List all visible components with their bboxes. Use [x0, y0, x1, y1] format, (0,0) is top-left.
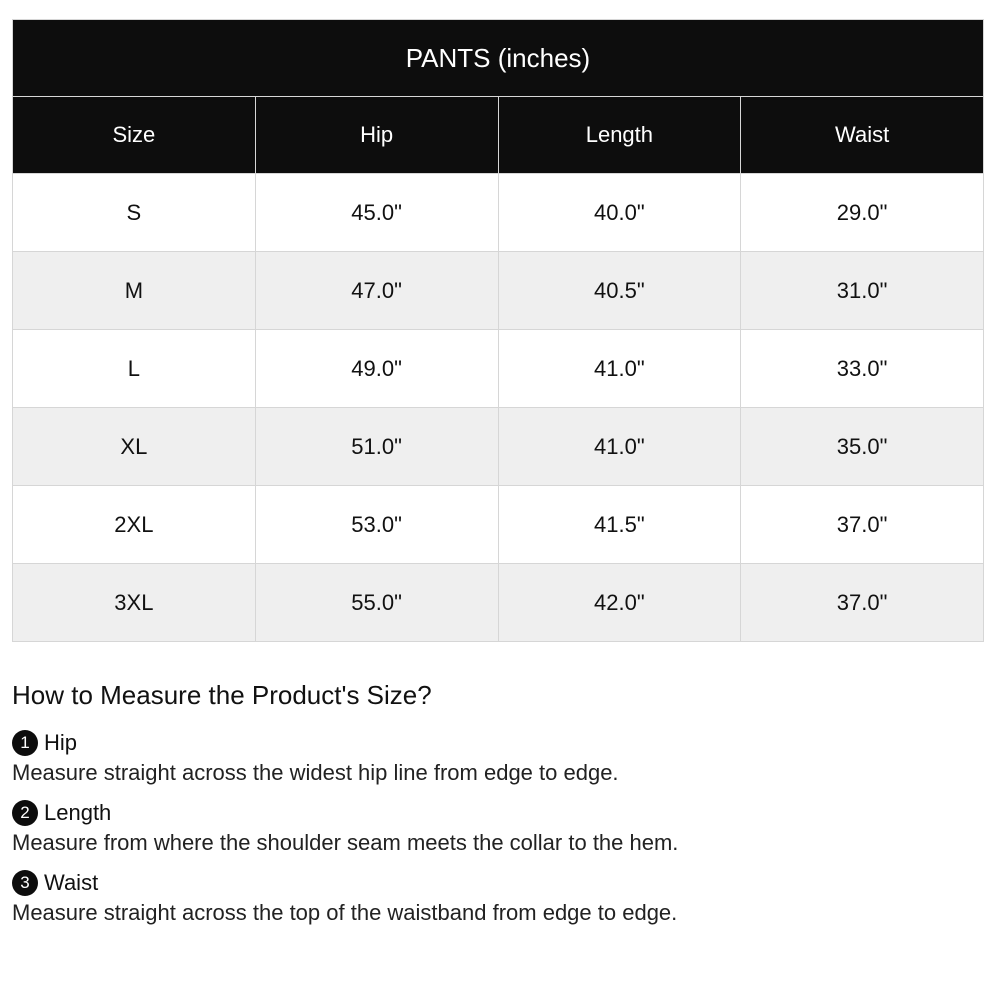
- length-cell: 41.5": [498, 486, 741, 564]
- guide-item-length: [12, 799, 972, 859]
- hip-cell: 55.0": [255, 564, 498, 642]
- column-header-hip: Hip: [255, 97, 498, 174]
- length-cell: 40.5": [498, 252, 741, 330]
- number-three-badge-icon: 3: [12, 870, 38, 896]
- hip-cell: 45.0": [255, 174, 498, 252]
- length-cell: 40.0": [498, 174, 741, 252]
- length-cell: 41.0": [498, 408, 741, 486]
- size-cell: 3XL: [13, 564, 256, 642]
- hip-cell: 47.0": [255, 252, 498, 330]
- number-one-badge-icon: 1: [12, 730, 38, 756]
- waist-cell: 31.0": [741, 252, 984, 330]
- length-cell: 42.0": [498, 564, 741, 642]
- guide-item-waist: [12, 869, 972, 929]
- size-cell: M: [13, 252, 256, 330]
- size-cell: XL: [13, 408, 256, 486]
- waist-cell: 33.0": [741, 330, 984, 408]
- guide-item-label: Length: [44, 800, 112, 825]
- guide-item-description: Measure straight across the widest hip line from edge to edge.: [12, 760, 619, 785]
- guide-item-description: Measure from where the shoulder seam meets the collar to the hem.: [12, 830, 679, 855]
- waist-cell: 29.0": [741, 174, 984, 252]
- guide-item-label: Waist: [44, 870, 99, 895]
- waist-cell: 37.0": [741, 486, 984, 564]
- table-row: [13, 252, 984, 330]
- length-cell: 41.0": [498, 330, 741, 408]
- column-header-length: Length: [498, 97, 741, 174]
- guide-item-description: Measure straight across the top of the waistband from edge to edge.: [12, 900, 678, 925]
- measure-guide: [12, 680, 972, 939]
- table-row: [13, 174, 984, 252]
- waist-cell: 37.0": [741, 564, 984, 642]
- table-title: PANTS (inches): [13, 20, 984, 97]
- size-chart-table: [12, 19, 984, 642]
- waist-cell: 35.0": [741, 408, 984, 486]
- size-cell: L: [13, 330, 256, 408]
- column-header-size: Size: [13, 97, 256, 174]
- number-two-badge-icon: 2: [12, 800, 38, 826]
- size-cell: S: [13, 174, 256, 252]
- hip-cell: 49.0": [255, 330, 498, 408]
- guide-item-heading: [12, 799, 972, 827]
- table-row: [13, 486, 984, 564]
- guide-item-heading: [12, 869, 972, 897]
- table-row: [13, 564, 984, 642]
- guide-title: How to Measure the Product's Size?: [12, 680, 432, 710]
- guide-item-label: Hip: [44, 730, 78, 755]
- table-row: [13, 408, 984, 486]
- hip-cell: 51.0": [255, 408, 498, 486]
- column-header-waist: Waist: [741, 97, 984, 174]
- guide-item-hip: [12, 729, 972, 789]
- size-cell: 2XL: [13, 486, 256, 564]
- hip-cell: 53.0": [255, 486, 498, 564]
- table-row: [13, 330, 984, 408]
- guide-item-heading: [12, 729, 972, 757]
